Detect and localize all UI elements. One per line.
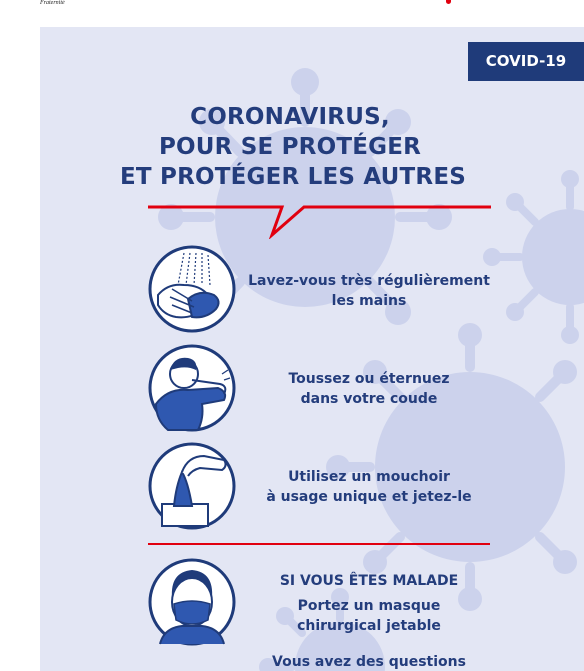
face-mask-icon [148,558,236,646]
title-line: POUR SE PROTÉGER [158,134,422,160]
gesture-text-cough-elbow [238,369,500,409]
title-line: ET PROTÉGER LES AUTRES [120,164,467,190]
sick-line: chirurgical jetable [297,618,441,634]
gesture-line: à usage unique et jetez-le [266,489,472,505]
gesture-text-tissue [238,467,500,507]
gesture-line: Utilisez un mouchoir [288,469,450,485]
motto-text: Fraternité [40,0,65,6]
section-divider [148,543,490,545]
poster [40,27,584,671]
sick-instruction [238,596,500,636]
gesture-line: Lavez-vous très régulièrement [248,273,490,289]
header-strip [0,0,584,27]
tissue-box-icon [148,442,236,530]
logo-accent [446,0,451,4]
gesture-line: dans votre coude [300,391,438,407]
title-line: CORONAVIRUS, [190,104,390,130]
questions-text: Vous avez des questions [272,654,466,670]
page-title [120,102,467,192]
covid-badge: COVID-19 [468,42,584,81]
speech-bubble-underline [148,203,492,239]
gesture-line: les mains [331,293,407,309]
handwashing-icon [148,245,236,333]
gesture-text-wash-hands [238,271,500,311]
sick-line: Portez un masque [297,598,441,614]
sick-heading: SI VOUS ÊTES MALADE [279,573,459,589]
sneeze-in-elbow-icon [148,344,236,432]
gesture-line: Toussez ou éternuez [288,371,450,387]
